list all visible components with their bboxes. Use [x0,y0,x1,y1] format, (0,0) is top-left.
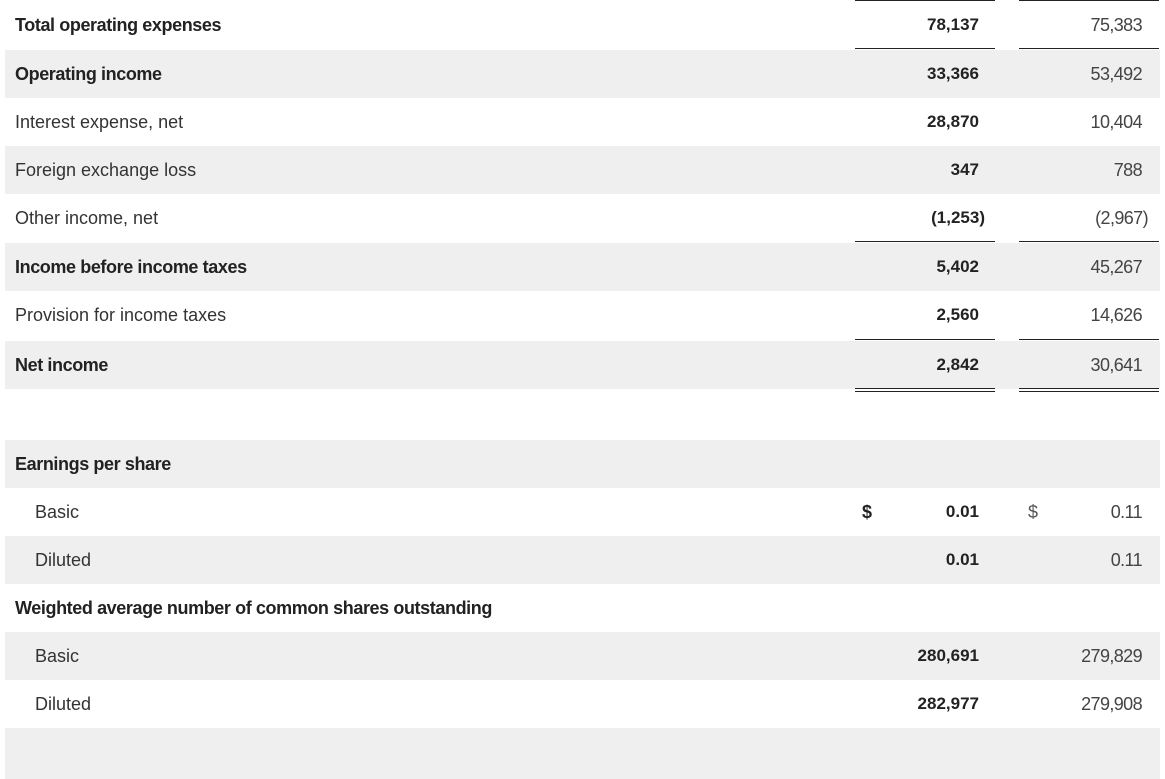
table-row-net-income [5,341,1160,389]
prior-value: (2,967) [1095,208,1148,228]
row-label: Other income, net [15,208,159,228]
prior-value: 75,383 [1090,15,1142,35]
row-label: Interest expense, net [15,112,184,132]
row-label: Basic [35,502,80,522]
double-rule-prior-1 [1019,388,1159,389]
current-value: 2,560 [936,305,979,324]
current-value: 5,402 [936,257,979,276]
subtotal-rule-current [855,339,995,340]
prior-value: 279,829 [1081,646,1142,666]
table-row-shares-heading [5,584,1160,632]
spacer-row [5,392,1160,440]
table-row-interest-expense [5,98,1160,146]
row-label: Net income [15,355,109,375]
current-value: 282,977 [917,694,979,713]
current-value: 347 [950,160,979,179]
current-value: 33,366 [927,64,979,83]
table-row-other-income [5,194,1160,242]
table-row-total-operating-expenses [5,1,1160,49]
current-value: 0.01 [945,550,979,569]
subtotal-rule-current [855,241,995,242]
row-label: Basic [35,646,80,666]
row-label: Diluted [35,550,92,570]
currency-symbol: $ [1028,502,1039,522]
section-heading: Earnings per share [15,454,171,474]
current-value: 2,842 [936,355,979,374]
double-rule-current-1 [855,388,995,389]
currency-symbol: $ [862,502,873,522]
prior-value: 30,641 [1090,355,1142,375]
row-label: Total operating expenses [15,15,222,35]
table-row-eps-diluted [5,536,1160,584]
current-value: (1,253) [931,208,985,227]
table-row-eps-heading [5,440,1160,488]
row-label: Income before income taxes [15,257,247,277]
prior-value: 0.11 [1110,502,1142,522]
current-value: 78,137 [927,15,979,34]
table-row-income-before-taxes [5,243,1160,291]
row-label: Provision for income taxes [15,305,227,325]
current-value: 280,691 [917,646,979,665]
table-row-shares-diluted [5,680,1160,728]
prior-value: 10,404 [1090,112,1142,132]
section-heading: Weighted average number of common shares outstanding [15,598,492,618]
row-label: Operating income [15,64,162,84]
prior-value: 45,267 [1090,257,1142,277]
subtotal-rule-prior [1019,48,1159,49]
table-row-shares-basic [5,632,1160,680]
prior-value: 53,492 [1090,64,1142,84]
table-row-provision-for-taxes [5,291,1160,339]
subtotal-rule-prior [1019,241,1159,242]
table-row-operating-income [5,50,1160,98]
current-value: 0.01 [945,502,979,521]
prior-value: 0.11 [1110,550,1142,570]
table-row-eps-basic [5,488,1160,536]
prior-value: 788 [1113,160,1142,180]
current-value: 28,870 [927,112,979,131]
subtotal-rule-prior [1019,339,1159,340]
trailing-row [5,728,1160,779]
subtotal-rule-current [855,48,995,49]
table-row-foreign-exchange-loss [5,146,1160,194]
prior-value: 14,626 [1090,305,1142,325]
row-label: Foreign exchange loss [15,160,197,180]
row-label: Diluted [35,694,92,714]
prior-value: 279,908 [1081,694,1142,714]
